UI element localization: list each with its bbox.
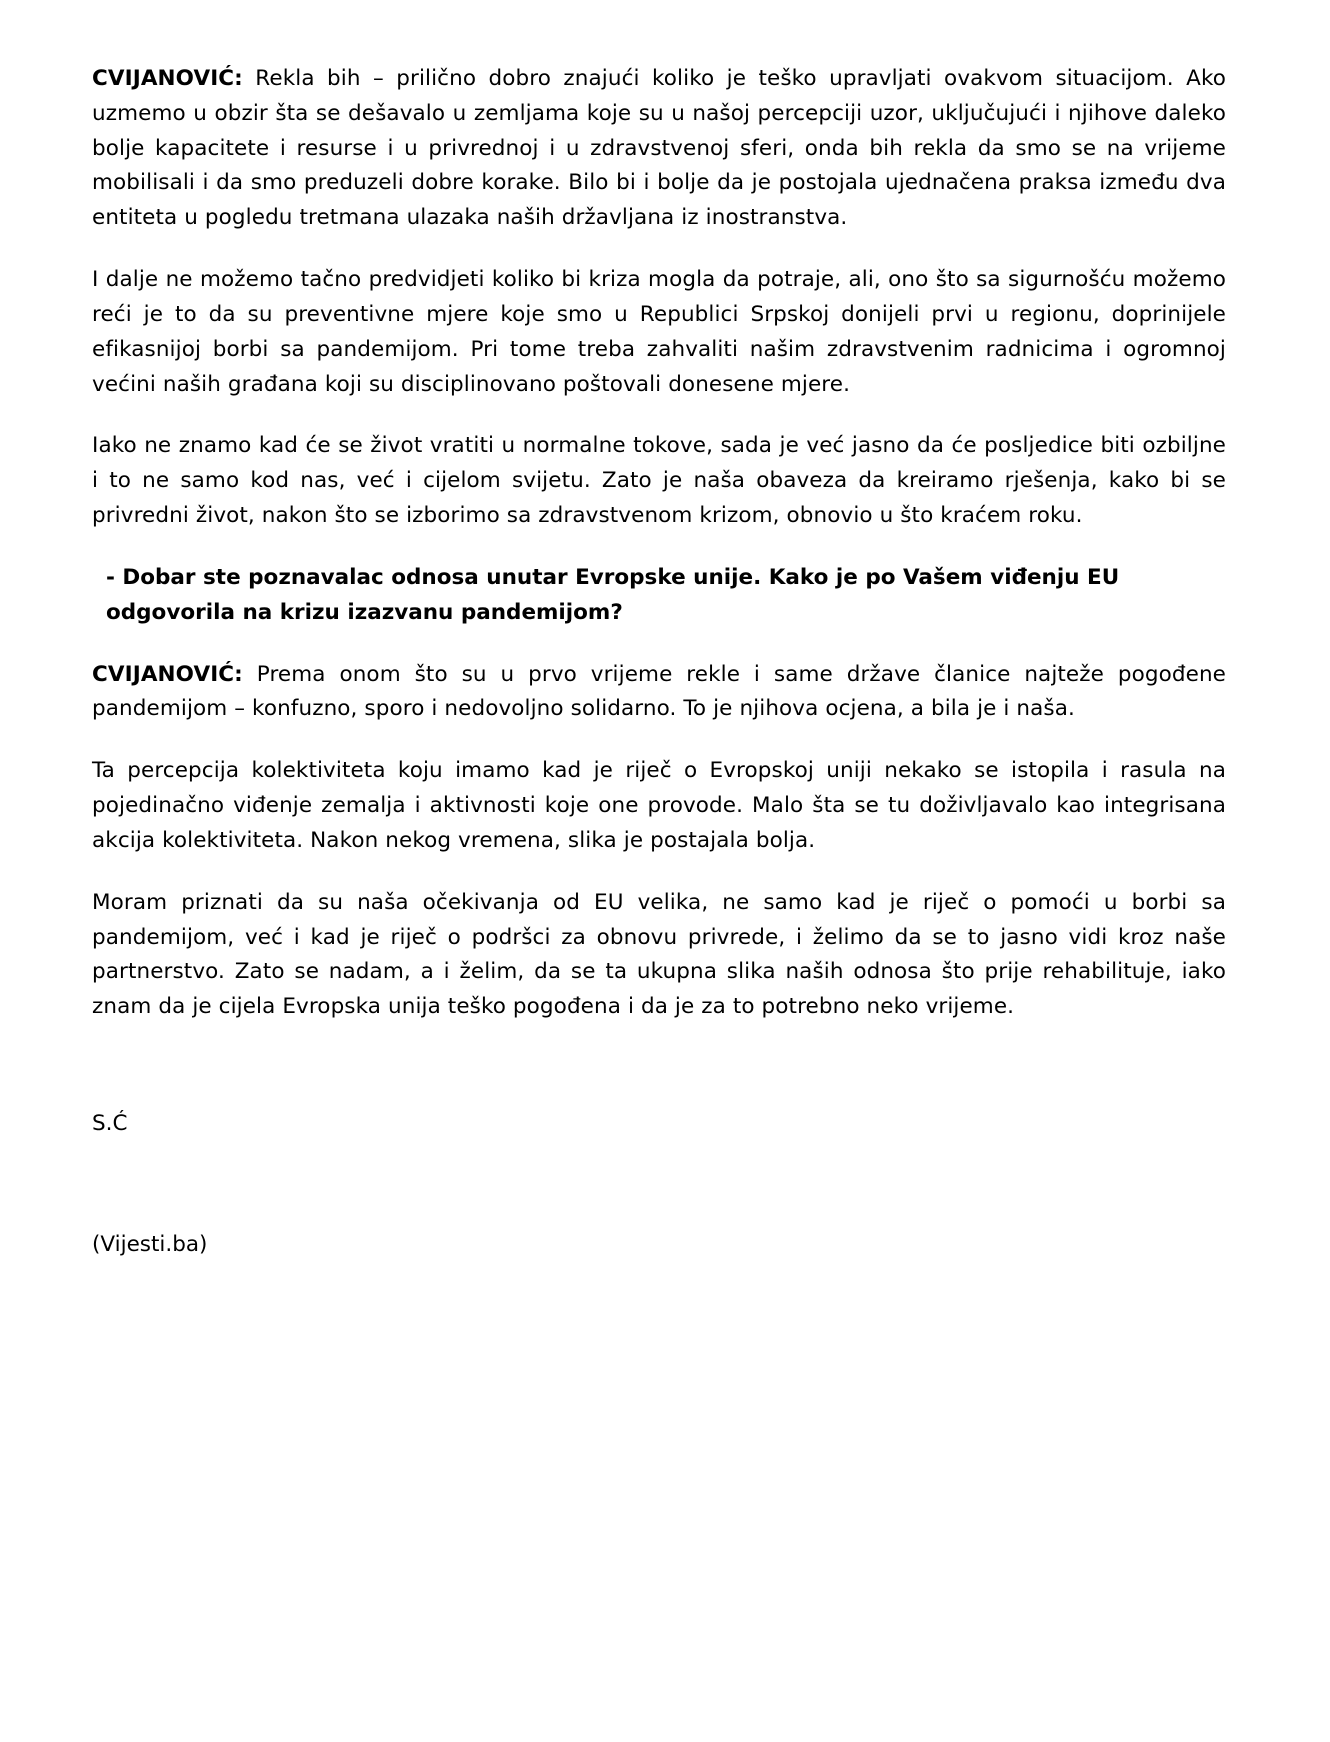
paragraph-6: Moram priznati da su naša očekivanja od EU velika, ne samo kad je riječ o pomoći u borbi sa pandemijom, već i kad je riječ o podršci za obnovu privrede, i želimo da se to jasno vidi kroz naše partnerstvo. Zato se nadam, a i želim, da se ta ukupna slika naših odnosa što prije rehabilituje, iako znam da je cijela Evropska unija teško pogođena i da je za to potrebno neko vrijeme. [92,889,1226,1020]
paragraph-answer-2 [92,658,1226,728]
paragraph-2: I dalje ne možemo tačno predvidjeti koliko bi kriza mogla da potraje, ali, ono što sa sigurnošću možemo reći je to da su preventivne mjere koje smo u Republici Srpskoj donijeli prvi u regionu, doprinijele efikasnijoj borbi sa pandemijom. Pri tome treba zahvaliti našim zdravstvenim radnicima i ogromnoj većini naših građana koji su disciplinovano poštovali donesene mjere. [92,267,1226,397]
paragraph-text: Rekla bih – prilično dobro znajući koliko je teško upravljati ovakvom situacijom. Ako uzmemo u obzir šta se dešavalo u zemljama koje su u našoj percepciji uzor, uključujući i njihove daleko bolje kapacitete i resurse i u privrednoj i u zdravstvenoj sferi, onda bih rekla da smo se na vrijeme mobilisali i da smo preduzeli dobre korake. Bilo bi i bolje da je postojala ujednačena praksa između dva entiteta u pogledu tretmana ulazaka naših državljana iz inostranstva. [92,66,1226,231]
paragraph-3: Iako ne znamo kad će se život vratiti u normalne tokove, sada je već jasno da će posljedice biti ozbiljne i to ne samo kod nas, već i cijelom svijetu. Zato je naša obaveza da kreiramo rješenja, kako bi se privredni život, nakon što se izborimo sa zdravstvenom krizom, obnovio u što kraćem roku. [92,433,1226,529]
author-initials: S.Ć [92,1111,128,1137]
speaker-label: CVIJANOVIĆ: [92,66,243,91]
source-attribution: (Vijesti.ba) [92,1231,208,1257]
interview-question: - Dobar ste poznavalac odnosa unutar Evropske unije. Kako je po Vašem viđenju EU odgovorila na krizu izazvanu pandemijom? [106,564,1120,625]
speaker-label: CVIJANOVIĆ: [92,661,243,687]
paragraph-text: Prema onom što su u prvo vrijeme rekle i same države članice najteže pogođene pandemijom – konfuzno, sporo i nedovoljno solidarno. To je njihova ocjena, a bila je i naša. [92,661,1226,722]
paragraph-answer-1 [92,62,1226,236]
paragraph-5: Ta percepcija kolektiviteta koju imamo kad je riječ o Evropskoj uniji nekako se istopila i rasula na pojedinačno viđenje zemalja i aktivnosti koje one provode. Malo šta se tu doživljavalo kao integrisana akcija kolektiviteta. Nakon nekog vremena, slika je postajala bolja. [92,758,1226,853]
